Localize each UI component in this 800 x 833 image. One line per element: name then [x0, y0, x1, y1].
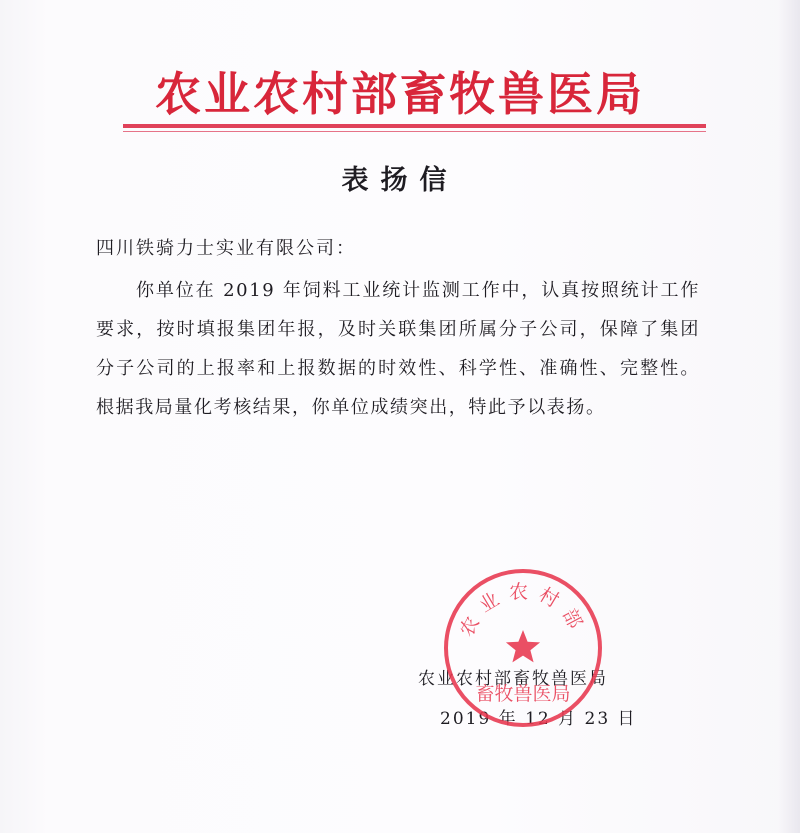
scan-edge-shadow: [778, 0, 800, 833]
seal-top-text: 农业农村部: [455, 581, 591, 641]
seal-star: [506, 630, 540, 662]
letterhead-red-rule: [123, 124, 706, 128]
letterhead-red-rule-thin: [123, 131, 706, 132]
signature-date: 2019 年 12 月 23 日: [440, 709, 637, 729]
official-seal-icon: [441, 566, 605, 730]
letter-body: 你单位在 2019 年饲料工业统计监测工作中，认真按照统计工作要求，按时填报集团年报，及时关联集团所属分子公司，保障了集团分子公司的上报率和上报数据的时效性、科学性、准确性、完整性。根据我局量化考核结果，你单位成绩突出，特此予以表扬。: [96, 280, 700, 418]
document-title: 表扬信: [341, 165, 459, 196]
recipient-line: 四川铁骑力士实业有限公司：: [96, 238, 356, 259]
signature-org: 农业农村部畜牧兽医局: [418, 669, 608, 689]
seal-bottom-text: 畜牧兽医局: [475, 683, 571, 705]
letterhead-title: 农业农村部畜牧兽医局: [155, 67, 645, 121]
